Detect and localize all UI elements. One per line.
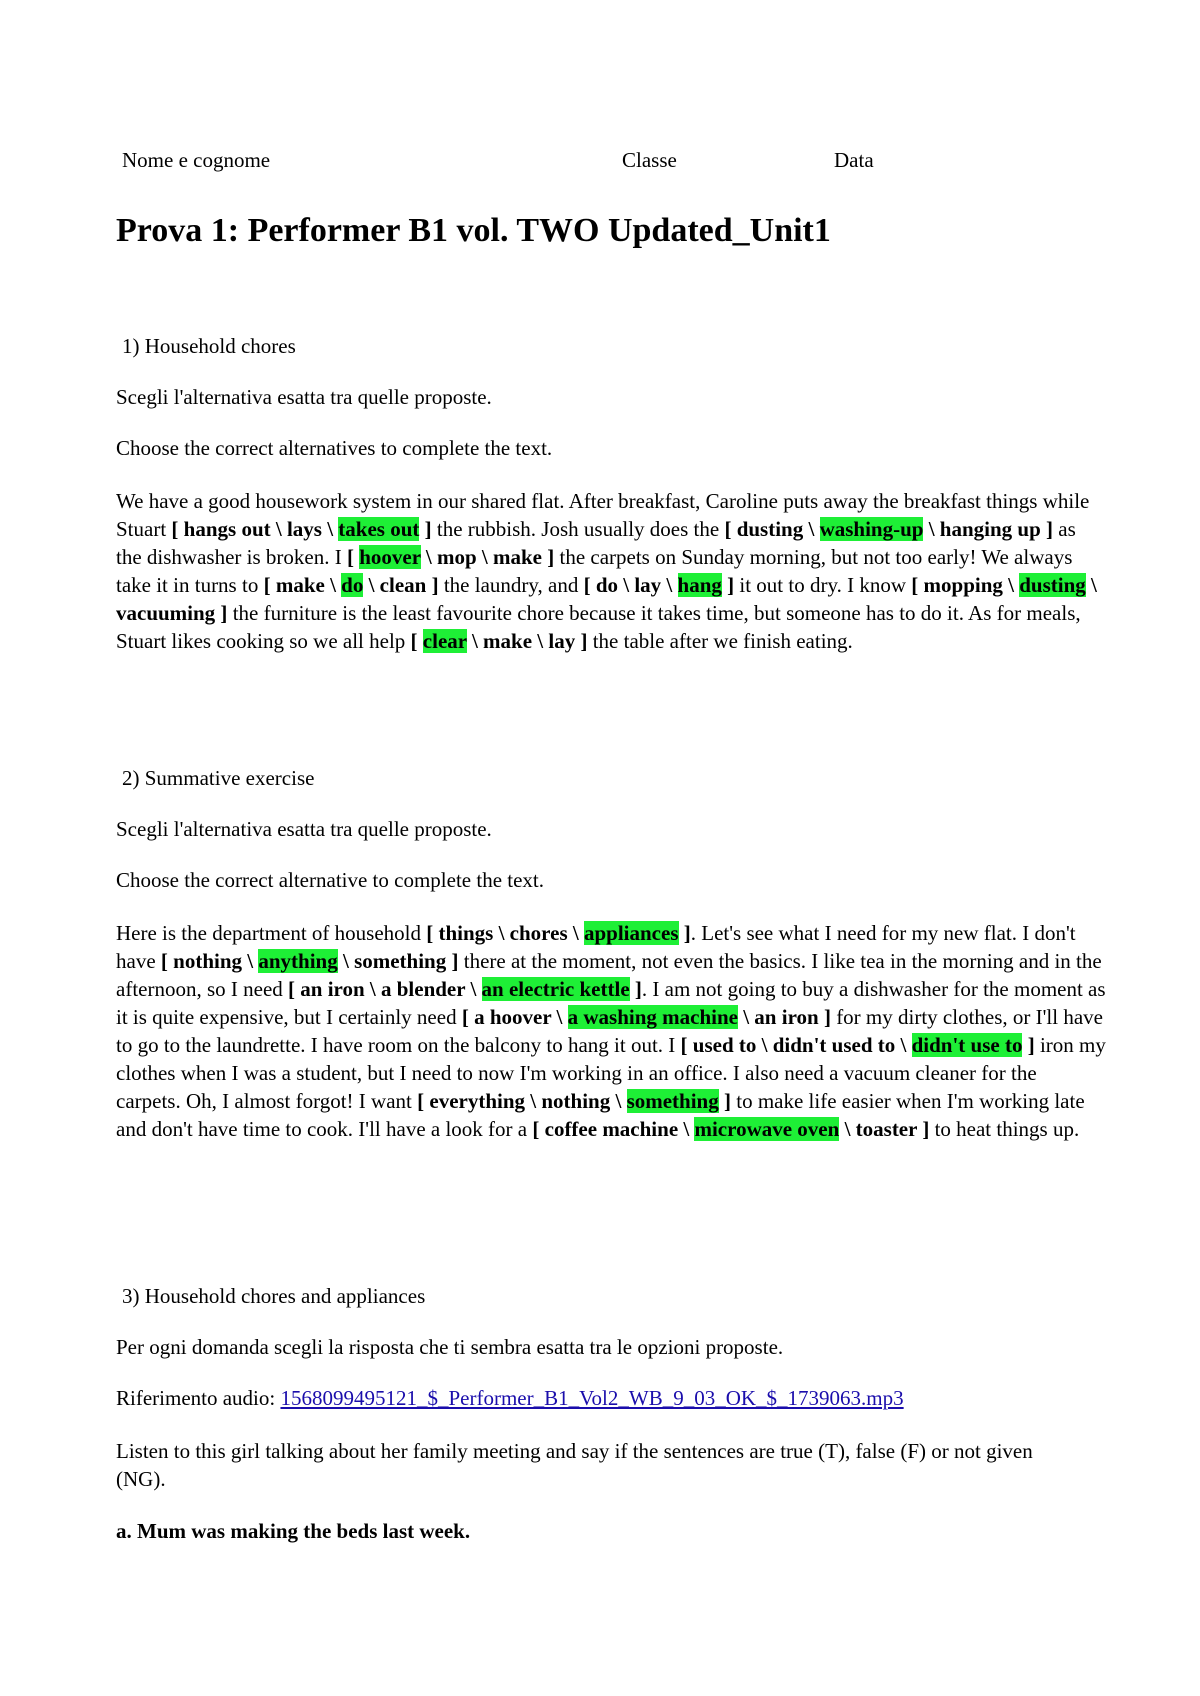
audio-reference	[116, 1386, 1106, 1411]
selected-answer: something	[626, 1089, 719, 1113]
student-header	[116, 148, 1106, 178]
instruction-italian: Scegli l'alternativa esatta tra quelle proposte.	[116, 385, 492, 409]
selected-answer: a washing machine	[567, 1005, 738, 1029]
name-field-label: Nome e cognome	[122, 148, 271, 172]
selected-answer: do	[341, 573, 364, 597]
instruction-english: Choose the correct alternatives to complete the text.	[116, 436, 553, 460]
section-household-chores	[116, 334, 1106, 655]
selected-answer: an electric kettle	[481, 977, 630, 1001]
instruction-english: Listen to this girl talking about her family meeting and say if the sentences are true (T), false (F) or not given (NG).	[116, 1439, 1033, 1491]
section-heading: 3) Household chores and appliances	[122, 1284, 426, 1308]
instruction-english: Choose the correct alternative to complete the text.	[116, 868, 544, 892]
date-field-label: Data	[834, 148, 874, 172]
selected-answer: appliances	[583, 921, 679, 945]
selected-answer: anything	[258, 949, 338, 973]
selected-answer: dusting	[1019, 573, 1086, 597]
section-chores-appliances	[116, 1284, 1106, 1544]
page-title: Prova 1: Performer B1 vol. TWO Updated_Unit1	[116, 212, 831, 249]
exercise-text: Here is the department of household [ things \ chores \ appliances ]. Let's see what I need for my new flat. I don't have [ nothing \ anything \ something ] there at the moment, not even the basics. I like tea in the morning and in the afternoon, so I need [ an iron \ a blender \ an electric kettle ]. I am not going to buy a dishwasher for the moment as it is quite expensive, but I certainly need [ a hoover \ a washing machine \ an iron ] for my dirty clothes, or I'll have to go to the laundrette. I have room on the balcony to hang it out. I [ used to \ didn't used to \ didn't use to ] iron my clothes when I was a student, but I need to now I'm working in an office. I also need a vacuum cleaner for the carpets. Oh, I almost forgot! I want [ everything \ nothing \ something ] to make life easier when I'm working late and don't have time to cook. I'll have a look for a [ coffee machine \ microwave oven \ toaster ] to heat things up.	[116, 921, 1106, 1141]
audio-file-link[interactable]: 1568099495121_$_Performer_B1_Vol2_WB_9_03_OK_$_1739063.mp3	[280, 1386, 904, 1410]
selected-answer: takes out	[338, 517, 420, 541]
instruction-italian: Scegli l'alternativa esatta tra quelle proposte.	[116, 817, 492, 841]
exercise-text: We have a good housework system in our shared flat. After breakfast, Caroline puts away the breakfast things while Stuart [ hangs out \ lays \ takes out ] the rubbish. Josh usually does the [ dusting \ washing-up \ hanging up ] as the dishwasher is broken. I [ hoover \ mop \ make ] the carpets on Sunday morning, but not too early! We always take it in turns to [ make \ do \ clean ] the laundry, and [ do \ lay \ hang ] it out to dry. I know [ mopping \ dusting \ vacuuming ] the furniture is the least favourite chore because it takes time, but someone has to do it. As for meals, Stuart likes cooking so we all help [ clear \ make \ lay ] the table after we finish eating.	[116, 489, 1097, 653]
instruction-italian: Per ogni domanda scegli la risposta che ti sembra esatta tra le opzioni proposte.	[116, 1335, 784, 1359]
section-heading: 1) Household chores	[122, 334, 296, 358]
selected-answer: didn't use to	[911, 1033, 1023, 1057]
selected-answer: clear	[422, 629, 467, 653]
selected-answer: microwave oven	[694, 1117, 840, 1141]
selected-answer: washing-up	[819, 517, 924, 541]
selected-answer: hoover	[359, 545, 421, 569]
selected-answer: hang	[677, 573, 722, 597]
section-heading: 2) Summative exercise	[122, 766, 315, 790]
question-a: a. Mum was making the beds last week.	[116, 1519, 471, 1543]
class-field-label: Classe	[622, 148, 677, 172]
audio-label: Riferimento audio:	[116, 1386, 281, 1410]
section-summative-exercise	[116, 766, 1106, 1143]
